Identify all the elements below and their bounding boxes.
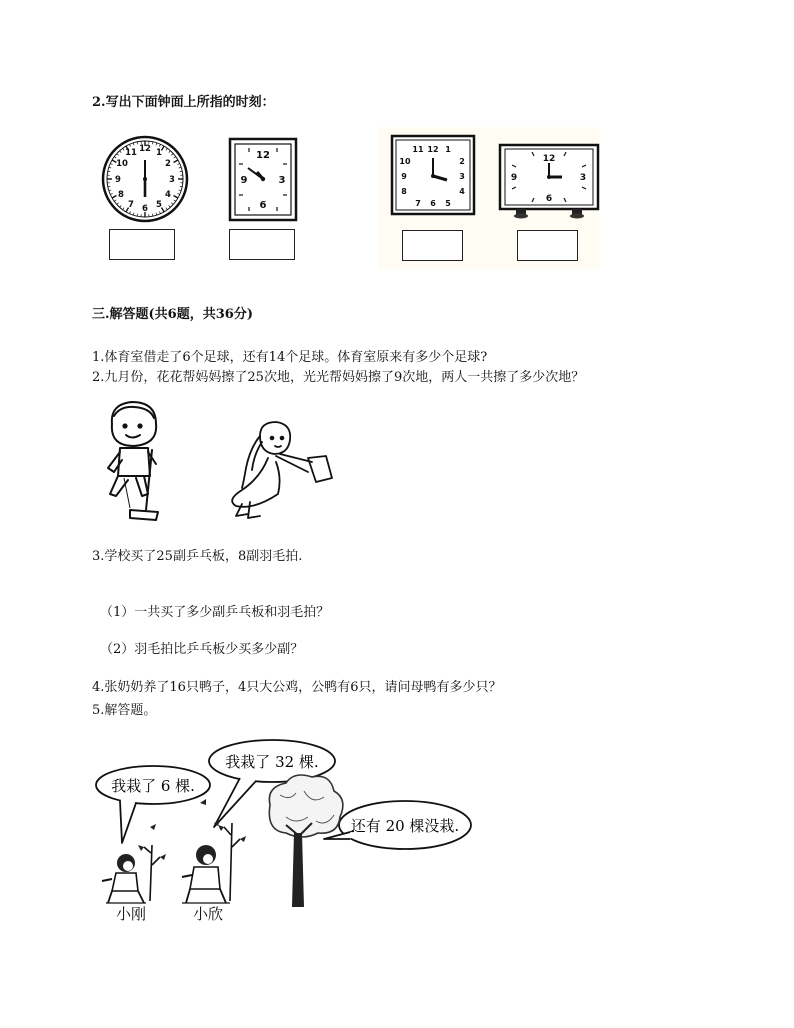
question-5: 5.解答题。 [92, 703, 157, 718]
clock-numeral: 10 [116, 159, 128, 169]
bubble-2-text: 我栽了 32 棵. [225, 753, 319, 771]
boy-mopping-illustration [100, 398, 170, 524]
clock-numeral: 9 [510, 173, 518, 183]
clock-numeral: 1 [156, 148, 162, 158]
answer-box-clock-3[interactable] [402, 230, 463, 261]
clock-numeral: 9 [115, 175, 121, 185]
clock-numeral: 6 [142, 204, 148, 214]
clock-numeral: 7 [415, 199, 421, 208]
clock-numeral: 12 [256, 150, 270, 161]
clock-numeral: 11 [412, 145, 424, 154]
clock-numeral: 12 [427, 145, 439, 154]
clock-numeral: 11 [125, 148, 137, 158]
speech-bubble-1 [96, 766, 210, 843]
clock-numeral: 3 [278, 175, 286, 186]
tree-planting-illustration [90, 735, 490, 935]
square-clock-face [228, 137, 298, 222]
clock-numeral: 5 [156, 200, 162, 210]
kid-xiaogang [102, 854, 146, 903]
clock-numeral: 6 [545, 194, 553, 204]
clock-numeral: 6 [259, 200, 267, 211]
name-label-1: 小刚 [116, 905, 147, 923]
clock-numeral: 8 [118, 190, 124, 200]
answer-box-clock-2[interactable] [229, 229, 295, 260]
round-clock-face [100, 134, 190, 224]
name-label-2: 小欣 [193, 905, 224, 923]
square-clock-face-full [390, 134, 476, 216]
answer-box-clock-4[interactable] [517, 230, 578, 261]
clock-numeral: 3 [459, 172, 465, 181]
big-tree [269, 775, 343, 907]
question-1: 1.体育室借走了6个足球，还有14个足球。体育室原来有多少个足球? [92, 350, 488, 365]
bubble-1-text: 我栽了 6 棵. [111, 777, 195, 795]
answer-box-clock-1[interactable] [109, 229, 175, 260]
clock-numeral: 3 [169, 175, 175, 185]
clock-numeral: 1 [445, 145, 451, 154]
clock-numeral: 4 [459, 187, 465, 196]
clock-numeral: 7 [128, 200, 134, 210]
clock-numeral: 6 [430, 199, 436, 208]
question-3-sub-1: （1）一共买了多少副乒乓板和羽毛拍？ [100, 605, 330, 620]
question-4: 4.张奶奶养了16只鸭子，4只大公鸡，公鸭有6只，请问母鸭有多少只？ [92, 680, 502, 695]
clock-numeral: 2 [459, 157, 465, 166]
question-2: 2.九月份，花花帮妈妈擦了25次地，光光帮妈妈擦了9次地，两人一共擦了多少次地？ [92, 370, 585, 385]
clock-numeral: 9 [401, 172, 407, 181]
clock-numeral: 2 [165, 159, 171, 169]
clock-numeral: 9 [240, 175, 248, 186]
clock-numeral: 12 [139, 144, 151, 154]
girl-wiping-illustration [220, 418, 338, 522]
bubble-3-text: 还有 20 棵没栽. [350, 817, 460, 835]
question-3: 3.学校买了25副乒乓板，8副羽毛拍. [92, 549, 303, 564]
clock-numeral: 12 [542, 154, 556, 164]
clock-numeral: 4 [165, 190, 171, 200]
section-title: 三.解答题(共6题，共36分) [92, 307, 253, 322]
desk-clock-face [498, 143, 600, 221]
clock-numeral: 8 [401, 187, 407, 196]
kid-xiaoxin [182, 845, 230, 903]
speech-bubble-3 [324, 801, 471, 849]
question-3-sub-2: （2）羽毛拍比乒乓板少买多少副？ [100, 642, 304, 657]
clock-numeral: 3 [579, 173, 587, 183]
clock-numeral: 5 [445, 199, 451, 208]
clock-numeral: 10 [399, 157, 411, 166]
clock-question-title: 2.写出下面钟面上所指的时刻： [92, 95, 275, 110]
